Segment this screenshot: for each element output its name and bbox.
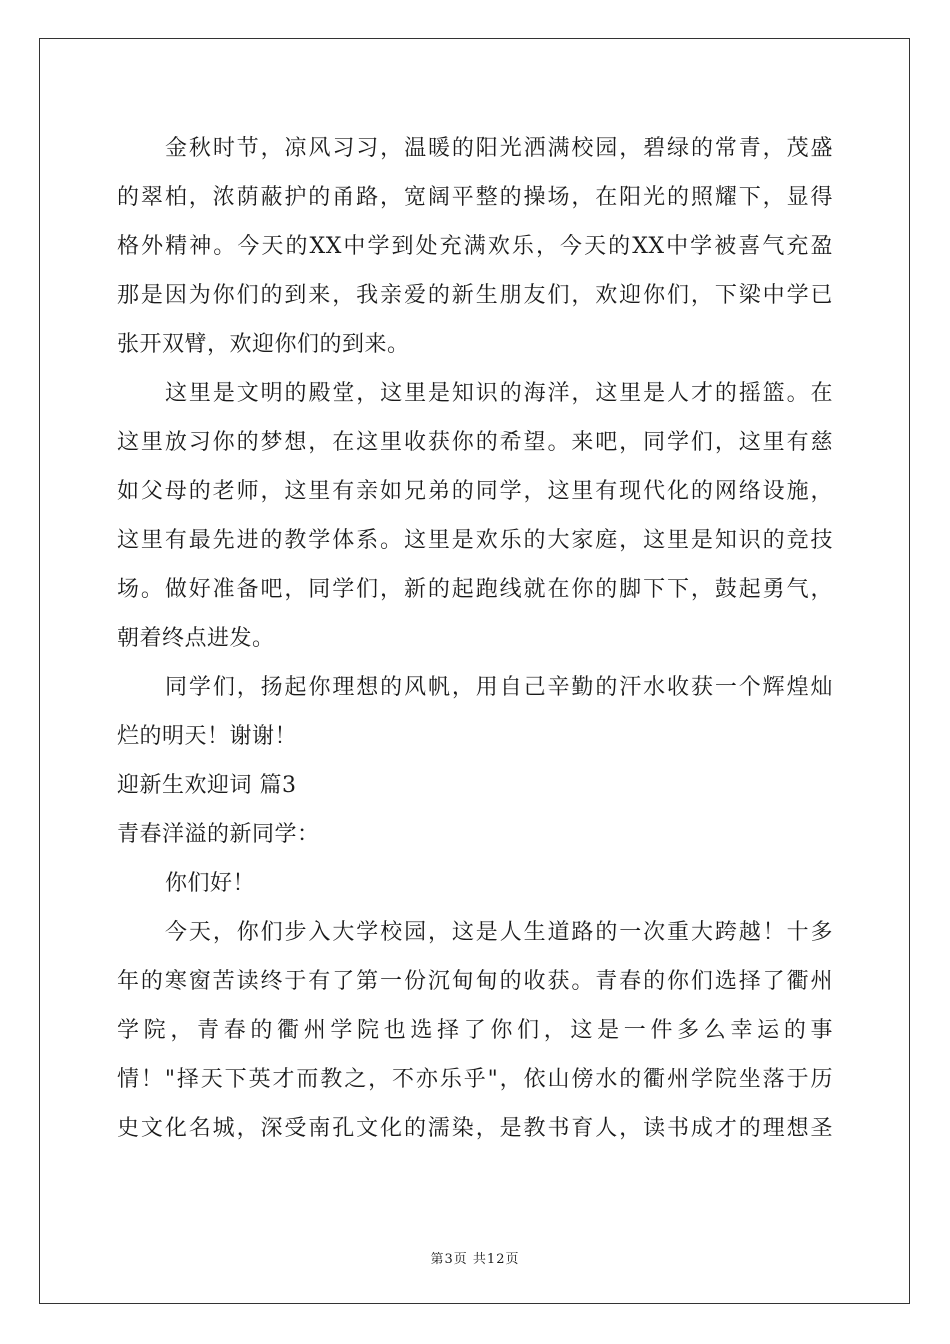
paragraph-line: 金秋时节，凉风习习，温暖的阳光洒满校园，碧绿的常青，茂盛 bbox=[165, 136, 833, 161]
paragraph-line: 张开双臂，欢迎你们的到来。 bbox=[117, 332, 410, 357]
paragraph-line: 同学们，扬起你理想的风帆，用自己辛勤的汗水收获一个辉煌灿 bbox=[165, 675, 833, 700]
page-footer: 第3页 共12页 bbox=[430, 1252, 520, 1267]
paragraph-line: 年的寒窗苦读终于有了第一份沉甸甸的收获。青春的你们选择了衢州 bbox=[117, 969, 833, 994]
paragraph-line: 如父母的老师，这里有亲如兄弟的同学，这里有现代化的网络设施， bbox=[117, 479, 833, 504]
paragraph-line: 那是因为你们的到来，我亲爱的新生朋友们，欢迎你们，下梁中学已 bbox=[117, 283, 833, 308]
paragraph-line: 格外精神。今天的XX中学到处充满欢乐，今天的XX中学被喜气充盈 bbox=[117, 234, 833, 259]
document-body bbox=[117, 124, 833, 1153]
paragraph-line: 场。做好准备吧，同学们，新的起跑线就在你的脚下下，鼓起勇气， bbox=[117, 577, 833, 602]
paragraph-line: 学院，青春的衢州学院也选择了你们，这是一件多么幸运的事 bbox=[117, 1018, 833, 1043]
paragraph-line: 这里有最先进的教学体系。这里是欢乐的大家庭，这里是知识的竞技 bbox=[117, 528, 833, 553]
paragraph-line: 烂的明天！谢谢！ bbox=[117, 724, 298, 749]
section-heading: 迎新生欢迎词 篇3 bbox=[117, 773, 297, 798]
paragraph-line: 这里放习你的梦想，在这里收获你的希望。来吧，同学们，这里有慈 bbox=[117, 430, 833, 455]
paragraph-line: 今天，你们步入大学校园，这是人生道路的一次重大跨越！十多 bbox=[165, 920, 833, 945]
paragraph-line: 朝着终点进发。 bbox=[117, 626, 275, 651]
paragraph-line: 的翠柏，浓荫蔽护的甬路，宽阔平整的操场，在阳光的照耀下，显得 bbox=[117, 185, 833, 210]
greeting: 你们好！ bbox=[165, 871, 256, 896]
paragraph-line: 这里是文明的殿堂，这里是知识的海洋，这里是人才的摇篮。在 bbox=[165, 381, 833, 406]
salutation: 青春洋溢的新同学： bbox=[117, 822, 320, 847]
paragraph-line: 情！"择天下英才而教之，不亦乐乎"，依山傍水的衢州学院坐落于历 bbox=[117, 1067, 833, 1092]
paragraph-line: 史文化名城，深受南孔文化的濡染，是教书育人，读书成才的理想圣 bbox=[117, 1116, 833, 1141]
